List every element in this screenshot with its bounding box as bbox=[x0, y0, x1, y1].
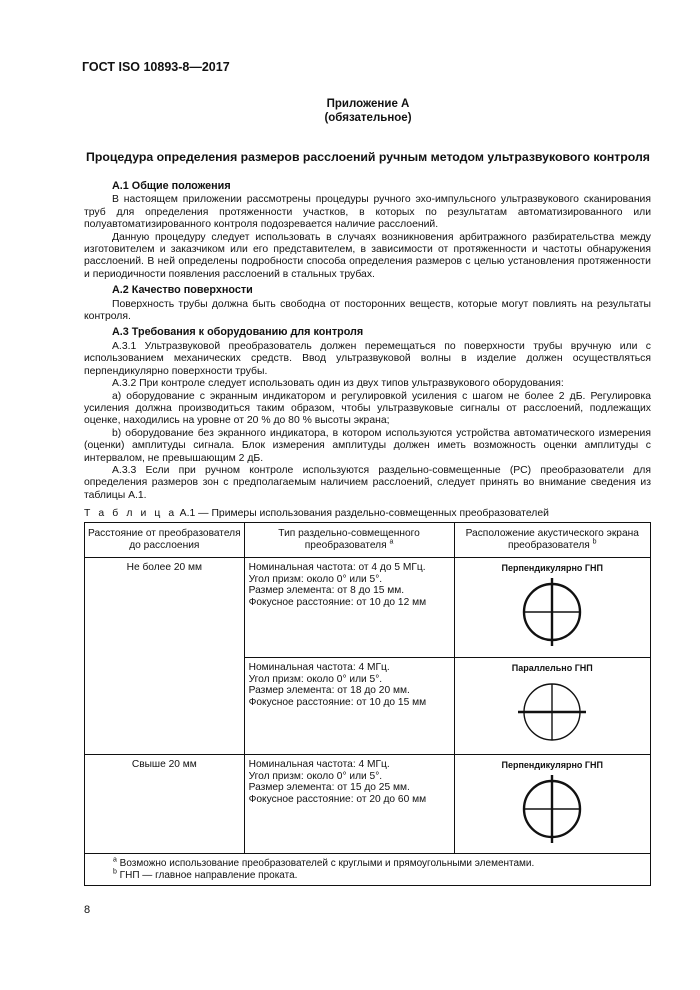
screen-orientation-label: Параллельно ГНП bbox=[511, 663, 593, 673]
crosshair-icon bbox=[518, 578, 586, 646]
header-transducer-type: Тип раздельно-совмещенного преобразователя $^a$ bbox=[244, 523, 454, 558]
spec-element-size: Размер элемента: от 18 до 20 мм. bbox=[248, 685, 410, 697]
section-a1-paragraph-1: В настоящем приложении рассмотрены процедуры ручного эхо-импульсного ультразвукового сканирования труб для определения протяженности участков, в которых по результатам автоматизированного или полуавтоматизированного контроля подозревается наличие расслоений. bbox=[84, 194, 651, 231]
spec-frequency: Номинальная частота: 4 МГц. bbox=[248, 662, 390, 673]
footnote-mark-b: b bbox=[592, 538, 597, 546]
screen-figure-cell bbox=[454, 658, 650, 755]
spec-focal-distance: Фокусное расстояние: от 10 до 12 мм bbox=[248, 596, 427, 608]
spec-prism-angle: Угол призм: около 0° или 5°. bbox=[248, 573, 383, 585]
header-screen-position: Расположение акустического экрана преобразователя $^b$ bbox=[454, 523, 650, 558]
section-a3-paragraph-2: А.3.2 При контроле следует использовать один из двух типов ультразвукового оборудования: bbox=[112, 378, 564, 390]
annex-body bbox=[84, 177, 651, 502]
screen-figure-cell bbox=[454, 558, 650, 658]
transducer-table bbox=[84, 522, 651, 886]
spec-frequency: Номинальная частота: от 4 до 5 МГц. bbox=[248, 562, 426, 573]
annex-status: (обязательное) bbox=[324, 112, 412, 124]
header-distance: Расстояние от преобразователя до расслоения bbox=[85, 523, 245, 558]
table-caption-prefix: Т а б л и ц а bbox=[84, 508, 177, 519]
section-a2-paragraph-1: Поверхность трубы должна быть свободна от посторонних веществ, которые могут повлиять на результаты контроля. bbox=[84, 298, 651, 323]
section-a1-heading: А.1 Общие положения bbox=[112, 180, 231, 192]
crosshair-icon bbox=[518, 775, 586, 843]
section-a3-paragraph-1: А.3.1 Ультразвуковой преобразователь должен перемещаться по поверхности трубы вручную или с использованием механических средств. Ввод ультразвуковой волны в изделие должен осуществляться перпендикулярно поверхности трубы. bbox=[84, 340, 651, 377]
table-caption bbox=[84, 508, 549, 519]
section-a1-paragraph-2: Данную процедуру следует использовать в случаях возникновения арбитражного разбирательства между изготовителем и заказчиком или его представителем, в зависимости от протяженности и частоты обнаружения расслоений. В ней определены подробности способа определения размеров с целью установления протяженности и периодичности появления расслоений в стальных трубах. bbox=[84, 231, 651, 280]
page-number: 8 bbox=[84, 904, 91, 916]
screen-orientation-label: Перпендикулярно ГНП bbox=[501, 563, 603, 573]
standard-designation: ГОСТ ISO 10893-8—2017 bbox=[82, 60, 230, 74]
screen-figure-cell bbox=[454, 755, 650, 854]
section-a3-paragraph-3: а) оборудование с экранным индикатором и регулировкой усиления с шагом не более 2 дБ. Регулировка усиления должна производиться таким образом, чтобы ультразвуковые сигналы от расслоений, подлежащих оценке, находились на уровне от 20 % до 80 % высоты экрана; bbox=[84, 390, 651, 427]
spec-focal-distance: Фокусное расстояние: от 10 до 15 мм bbox=[248, 696, 427, 708]
table-footnotes bbox=[85, 854, 651, 886]
section-a2-heading: А.2 Качество поверхности bbox=[112, 284, 253, 297]
table-header-row bbox=[85, 523, 651, 558]
annex-title: Приложение А bbox=[326, 98, 410, 110]
annex-heading bbox=[0, 97, 700, 125]
section-a3-paragraph-5: А.3.3 Если при ручном контроле используются раздельно-совмещенные (РС) преобразователи для определения размеров зон с предполагаемым наличием расслоений, следует принять во внимание сведения из таблицы А.1. bbox=[84, 464, 651, 501]
spec-focal-distance: Фокусное расстояние: от 20 до 60 мм bbox=[248, 793, 427, 805]
transducer-spec-cell bbox=[244, 658, 454, 755]
crosshair-icon bbox=[518, 678, 586, 746]
table-footnotes-row bbox=[85, 854, 651, 886]
table-row bbox=[85, 755, 651, 854]
transducer-spec-cell bbox=[244, 755, 454, 854]
spec-frequency: Номинальная частота: 4 МГц. bbox=[248, 759, 390, 770]
footnote-mark-a: a bbox=[389, 538, 394, 546]
table-row bbox=[85, 558, 651, 658]
spec-prism-angle: Угол призм: около 0° или 5°. bbox=[248, 770, 383, 782]
transducer-spec-cell bbox=[244, 558, 454, 658]
screen-orientation-label: Перпендикулярно ГНП bbox=[501, 760, 603, 770]
distance-cell: Свыше 20 мм bbox=[85, 755, 245, 854]
spec-element-size: Размер элемента: от 8 до 15 мм. bbox=[248, 585, 405, 597]
distance-cell: Не более 20 мм bbox=[85, 558, 245, 755]
section-a3-heading: А.3 Требования к оборудованию для контроля bbox=[112, 326, 364, 339]
spec-element-size: Размер элемента: от 15 до 25 мм. bbox=[248, 782, 410, 794]
table-caption-text: А.1 — Примеры использования раздельно-совмещенных преобразователей bbox=[176, 508, 549, 519]
annex-main-title: Процедура определения размеров расслоений ручным методом ультразвукового контроля bbox=[86, 150, 650, 164]
section-a3-paragraph-4: b) оборудование без экранного индикатора, в котором используются устройства автоматического измерения (оценки) амплитуды сигнала. Блок измерения амплитуды должен иметь возможность оценки амплитуды с интервалом, не превышающим 2 дБ. bbox=[84, 427, 651, 464]
footnote-b: $^b$ ГНП — главное направление проката. bbox=[113, 868, 298, 881]
spec-prism-angle: Угол призм: около 0° или 5°. bbox=[248, 673, 383, 685]
footnote-a: $^a$ Возможно использование преобразователей с круглыми и прямоугольными элементами. bbox=[113, 856, 535, 869]
